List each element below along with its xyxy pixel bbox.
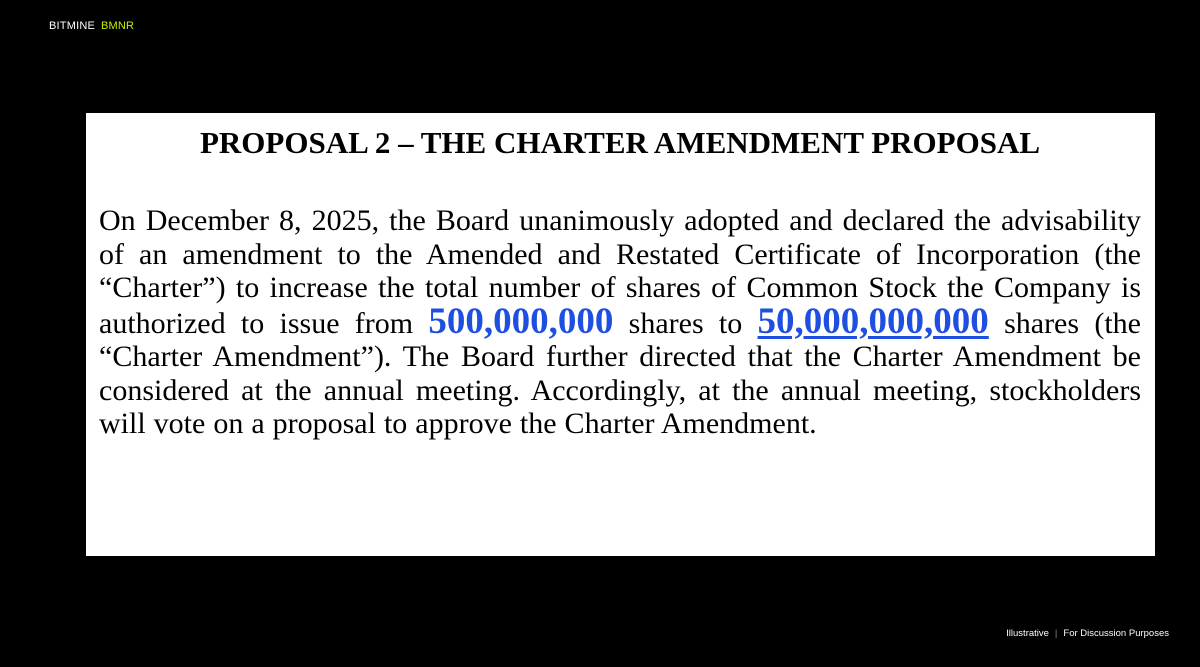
body-text-part-2: shares to — [613, 306, 758, 340]
footer-discussion: For Discussion Purposes — [1063, 628, 1169, 639]
brand-name: BITMINE — [49, 20, 96, 32]
footer-illustrative: Illustrative — [1006, 628, 1049, 639]
shares-to-highlight: 50,000,000,000 — [757, 300, 989, 342]
ticker-symbol: BMNR — [101, 20, 135, 32]
shares-from-highlight: 500,000,000 — [428, 300, 614, 342]
brand-header — [49, 20, 134, 32]
proposal-body — [99, 204, 1141, 441]
footer-separator: | — [1054, 628, 1058, 639]
body-text-part-1: On December 8, 2025, the Board unanimously adopted and declared the advisability of an amendment to the Amended and Restated Certificate of Incorporation (the “Charter”) to increase the total number of shares of Common Stock the Company is authorized to issue from — [99, 204, 1141, 340]
body-text-part-3: shares (the “Charter Amendment”). The Board further directed that the Charter Amendment be considered at the annual meeting. Accordingly, at the annual meeting, stockholders will vote on a proposal to approve the Charter Amendment. — [99, 306, 1141, 440]
footer-disclaimer — [1006, 628, 1169, 639]
document-excerpt — [86, 113, 1155, 556]
proposal-title: PROPOSAL 2 – THE CHARTER AMENDMENT PROPOSAL — [199, 125, 1041, 160]
